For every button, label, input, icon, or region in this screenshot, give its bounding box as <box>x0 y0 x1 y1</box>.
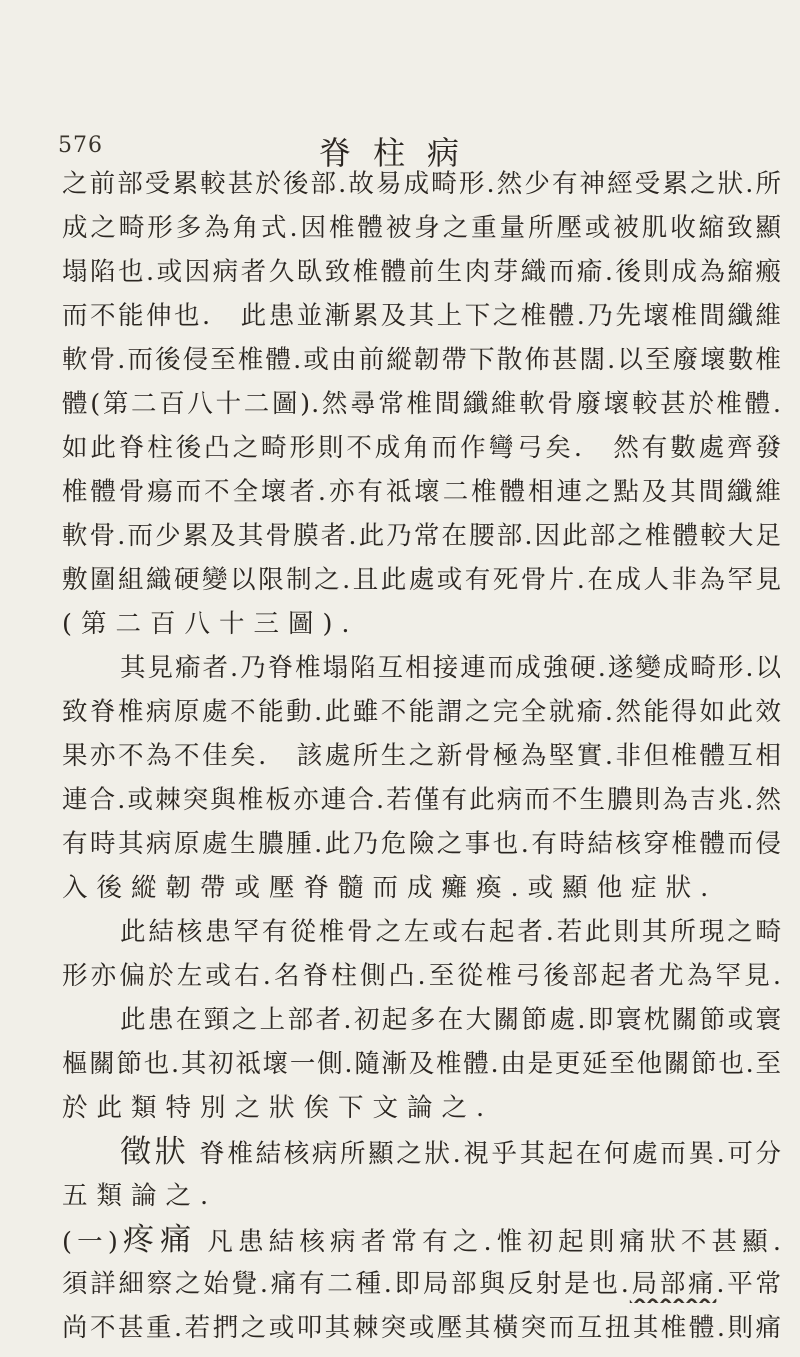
text-line: 有時其病原處生膿腫.此乃危險之事也.有時結核穿椎體而侵 <box>62 829 782 859</box>
text-line: 之前部受累較甚於後部.故易成畸形.然少有神經受累之狀.所 <box>62 169 782 199</box>
text-line: 椎體骨瘍而不全壞者.亦有祗壞二椎體相連之點及其間纖維 <box>62 477 782 507</box>
text-line: 致脊椎病原處不能動.此雖不能謂之完全就瘉.然能得如此效 <box>62 697 782 727</box>
text-line: 軟骨.而後侵至椎體.或由前縱韌帶下散佈甚闊.以至廢壞數椎 <box>62 345 782 375</box>
text-span: 須詳細察之始覺.痛有二種.即局部與反射是也. <box>62 1269 630 1299</box>
paragraph-start-line: 此結核患罕有從椎骨之左或右起者.若此則其所現之畸 <box>120 917 782 947</box>
section-heading-line <box>62 1133 782 1171</box>
paragraph-start-line: 其見瘉者.乃脊椎塌陷互相接連而成強硬.遂變成畸形.以 <box>120 653 782 683</box>
text-line: 而不能伸也. 此患並漸累及其上下之椎體.乃先壞椎間纖維 <box>62 301 782 331</box>
text-line: 入後縱韌帶或壓脊髓而成癱瘓.或顯他症狀. <box>62 873 718 903</box>
text-line: 敷圍組織硬變以限制之.且此處或有死骨片.在成人非為罕見 <box>62 565 782 595</box>
text-line: 塌陷也.或因病者久臥致椎體前生肉芽織而瘉.後則成為縮瘢 <box>62 257 782 287</box>
text-line: 連合.或棘突與椎板亦連合.若僅有此病而不生膿則為吉兆.然 <box>62 785 782 815</box>
text-line: 成之畸形多為角式.因椎體被身之重量所壓或被肌收縮致顯 <box>62 213 782 243</box>
text-line: 形亦偏於左或右.名脊柱側凸.至從椎弓後部起者尤為罕見. <box>62 961 782 991</box>
subsection-heading-line <box>62 1221 782 1259</box>
emphasized-term: 局部痛 <box>629 1269 717 1299</box>
text-line: 如此脊柱後凸之畸形則不成角而作彎弓矣. 然有數處齊發 <box>62 433 782 463</box>
text-line: 五類論之. <box>62 1181 218 1211</box>
text-line: 果亦不為不佳矣. 該處所生之新骨極為堅實.非但椎體互相 <box>62 741 782 771</box>
text-span: .平常 <box>716 1269 782 1299</box>
subsection-number: (一) <box>62 1227 119 1257</box>
text-line: 尚不甚重.若捫之或叩其棘突或壓其橫突而互扭其椎體.則痛 <box>62 1313 782 1343</box>
text-line: 樞關節也.其初祗壞一側.隨漸及椎體.由是更延至他關節也.至 <box>62 1049 782 1079</box>
text-line: 於此類特別之狀俟下文論之. <box>62 1093 494 1123</box>
page-number: 576 <box>58 133 103 158</box>
text-line: 軟骨.而少累及其骨膜者.此乃常在腰部.因此部之椎體較大足 <box>62 521 782 551</box>
paragraph-start-line: 此患在頸之上部者.初起多在大關節處.即寰枕關節或寰 <box>120 1005 782 1035</box>
text-line: (第二百八十三圖). <box>62 609 359 639</box>
section-heading: 徵狀 <box>120 1134 190 1170</box>
subsection-heading: 疼痛 <box>118 1222 198 1258</box>
text-line: 體(第二百八十二圖).然尋常椎間纖維軟骨廢壞較甚於椎體. <box>62 389 782 419</box>
subsection-text: 凡患結核病者常有之.惟初起則痛狀不甚顯. <box>207 1227 782 1257</box>
section-intro-text: 脊椎結核病所顯之狀.視乎其起在何處而異.可分 <box>199 1139 782 1169</box>
running-title: 脊柱病 <box>318 134 481 172</box>
text-line <box>62 1265 782 1303</box>
